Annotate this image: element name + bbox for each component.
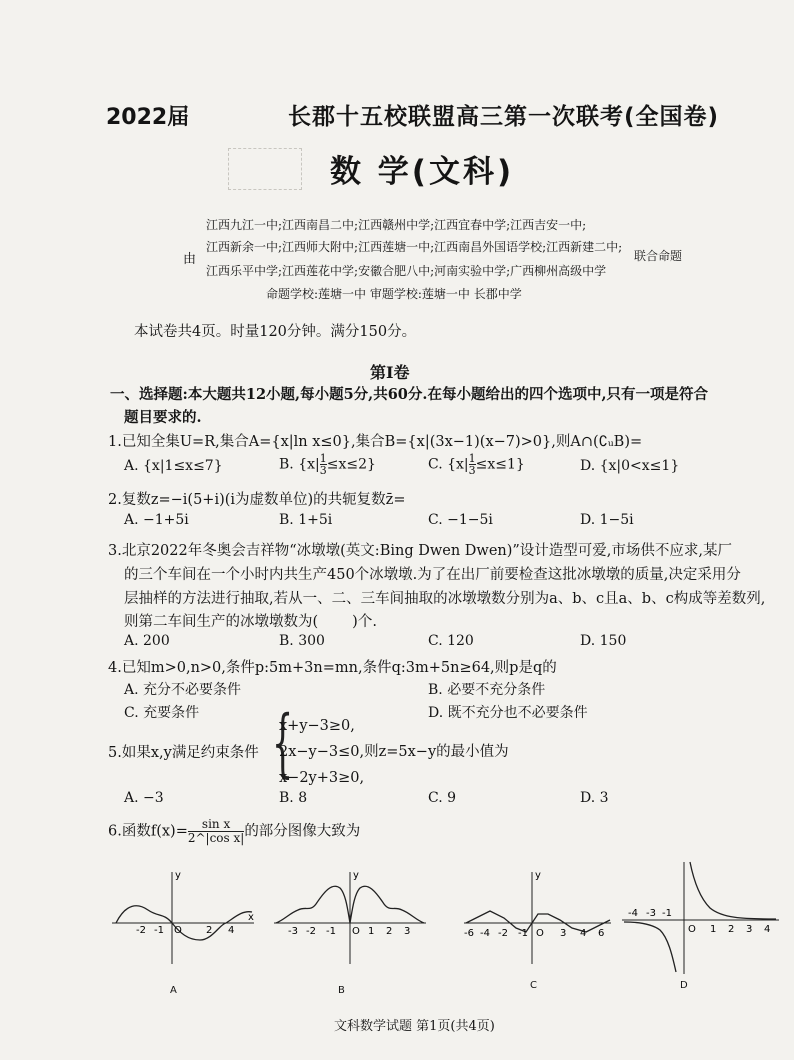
svg-text:1: 1: [710, 924, 717, 935]
graph-c-label: C: [530, 980, 537, 991]
question-4-option-a: A. 充分不必要条件: [124, 682, 242, 698]
question-5-option-d: D. 3: [580, 790, 609, 806]
graph-a-label: A: [170, 985, 177, 996]
question-2-option-a: A. −1+5i: [124, 512, 189, 528]
question-3-line-4: 则第二车间生产的冰墩墩数为( )个.: [124, 614, 377, 630]
svg-text:-3: -3: [646, 908, 656, 919]
graph-b-label: B: [338, 985, 345, 996]
svg-text:1: 1: [368, 926, 375, 937]
svg-text:-6: -6: [464, 928, 474, 939]
svg-text:-3: -3: [288, 926, 298, 937]
graph-a: [108, 868, 258, 968]
question-6-stem: 6.函数f(x)= $\frac{\text{sin x}}{\text{2\textasciicircum{}|cos x|}}$ 的部分图像大致为: [108, 817, 361, 845]
svg-text:-2: -2: [306, 926, 316, 937]
question-2-option-b: B. 1+5i: [279, 512, 333, 528]
question-4-option-c: C. 充要条件: [124, 705, 200, 721]
svg-text:O: O: [688, 924, 696, 935]
svg-text:O: O: [174, 925, 182, 936]
question-3-line-1: 3.北京2022年冬奥会吉祥物“冰墩墩(英文:Bing Dwen Dwen)”设计造型可爱,市场供不应求,某厂: [108, 543, 733, 559]
schools-prefix: 由: [183, 252, 197, 267]
svg-text:-1: -1: [662, 908, 672, 919]
constraint-3: x−2y+3≥0,: [279, 770, 365, 786]
part-title: 第Ⅰ卷: [370, 363, 410, 382]
svg-text:y: y: [353, 870, 359, 881]
question-4-stem: 4.已知m>0,n>0,条件p:5m+3n=mn,条件q:3m+5n≥64,则p是q的: [108, 660, 557, 676]
svg-text:-1: -1: [154, 925, 164, 936]
constraint-2: 2x−y−3≤0,则z=5x−y的最小值为: [279, 744, 509, 760]
svg-text:4: 4: [580, 928, 587, 939]
question-3-line-3: 层抽样的方法进行抽取,若从一、二、三车间抽取的冰墩墩数分别为a、b、c且a、b、c构成等差数列,: [124, 591, 766, 607]
question-5-lead: 5.如果x,y满足约束条件: [108, 745, 259, 761]
svg-text:-1: -1: [326, 926, 336, 937]
question-2-option-d: D. 1−5i: [580, 512, 634, 528]
section-heading-line-1: 一、选择题:本大题共12小题,每小题5分,共60分.在每小题给出的四个选项中,只有一项是符合: [110, 386, 708, 403]
svg-text:O: O: [536, 928, 544, 939]
question-3-line-2: 的三个车间在一个小时内共生产450个冰墩墩.为了在出厂前要检查这批冰墩墩的质量,决定采用分: [124, 567, 741, 583]
question-5-option-a: A. −3: [124, 790, 164, 806]
question-2-option-c: C. −1−5i: [428, 512, 493, 528]
svg-text:4: 4: [764, 924, 771, 935]
question-5-constraints: [279, 713, 509, 791]
svg-text:3: 3: [404, 926, 411, 937]
schools-line-4: 命题学校:莲塘一中 审题学校:莲塘一中 长郡中学: [266, 287, 522, 301]
question-5-option-b: B. 8: [279, 790, 308, 806]
svg-text:-4: -4: [628, 908, 638, 919]
svg-text:-2: -2: [136, 925, 146, 936]
svg-text:2: 2: [206, 925, 213, 936]
schools-line-3: 江西乐平中学;江西莲花中学;安徽合肥八中;河南实验中学;广西柳州高级中学: [206, 264, 607, 278]
svg-text:4: 4: [228, 925, 235, 936]
svg-text:y: y: [175, 870, 181, 881]
svg-text:x: x: [248, 912, 254, 923]
svg-text:-4: -4: [480, 928, 490, 939]
graph-d-label: D: [680, 980, 688, 991]
graph-b: [270, 868, 430, 968]
faint-stamp-box: [228, 148, 302, 190]
question-3-option-d: D. 150: [580, 633, 627, 649]
graph-d: [618, 858, 783, 978]
question-1-option-c: C. {x| $\frac{1}{3}$ ≤x≤1}: [428, 452, 525, 477]
svg-text:O: O: [352, 926, 360, 937]
constraint-1: x+y−3≥0,: [279, 718, 355, 734]
svg-text:-2: -2: [498, 928, 508, 939]
question-4-option-b: B. 必要不充分条件: [428, 682, 546, 698]
svg-text:6: 6: [598, 928, 605, 939]
subject-title: 数 学(文科): [330, 154, 515, 190]
section-heading-line-2: 题目要求的.: [124, 409, 202, 426]
question-2-stem: 2.复数z=−i(5+i)(i为虚数单位)的共轭复数z̄=: [108, 492, 406, 508]
question-1-option-d: D. {x|0<x≤1}: [580, 458, 680, 474]
page-footer: 文科数学试题 第1页(共4页): [334, 1019, 495, 1034]
svg-text:2: 2: [728, 924, 735, 935]
constraint-brace: {: [272, 700, 294, 786]
svg-text:-1: -1: [518, 928, 528, 939]
question-3-option-a: A. 200: [124, 633, 170, 649]
exam-year: 2022届: [106, 105, 190, 130]
graph-c: [460, 868, 615, 968]
exam-title: 长郡十五校联盟高三第一次联考(全国卷): [288, 104, 720, 130]
schools-suffix: 联合命题: [634, 249, 683, 263]
schools-line-1: 江西九江一中;江西南昌二中;江西赣州中学;江西宜春中学;江西吉安一中;: [206, 218, 587, 232]
svg-text:3: 3: [746, 924, 753, 935]
question-1-stem: 1.已知全集U=R,集合A={x|ln x≤0},集合B={x|(3x−1)(x−7)>0},则A∩(∁ᵤB)=: [108, 434, 643, 450]
svg-text:3: 3: [560, 928, 567, 939]
svg-text:2: 2: [386, 926, 393, 937]
question-1-option-b: B. {x| $\frac{1}{3}$ ≤x≤2}: [279, 452, 376, 477]
intro-text: 本试卷共4页。时量120分钟。满分150分。: [134, 324, 417, 340]
schools-line-2: 江西新余一中;江西师大附中;江西莲塘一中;江西南昌外国语学校;江西新建二中;: [206, 240, 623, 254]
question-4-option-d: D. 既不充分也不必要条件: [428, 705, 588, 721]
question-5-option-c: C. 9: [428, 790, 457, 806]
svg-text:y: y: [535, 870, 541, 881]
question-3-option-b: B. 300: [279, 633, 325, 649]
question-1-option-a: A. {x|1≤x≤7}: [124, 458, 223, 474]
question-3-option-c: C. 120: [428, 633, 474, 649]
